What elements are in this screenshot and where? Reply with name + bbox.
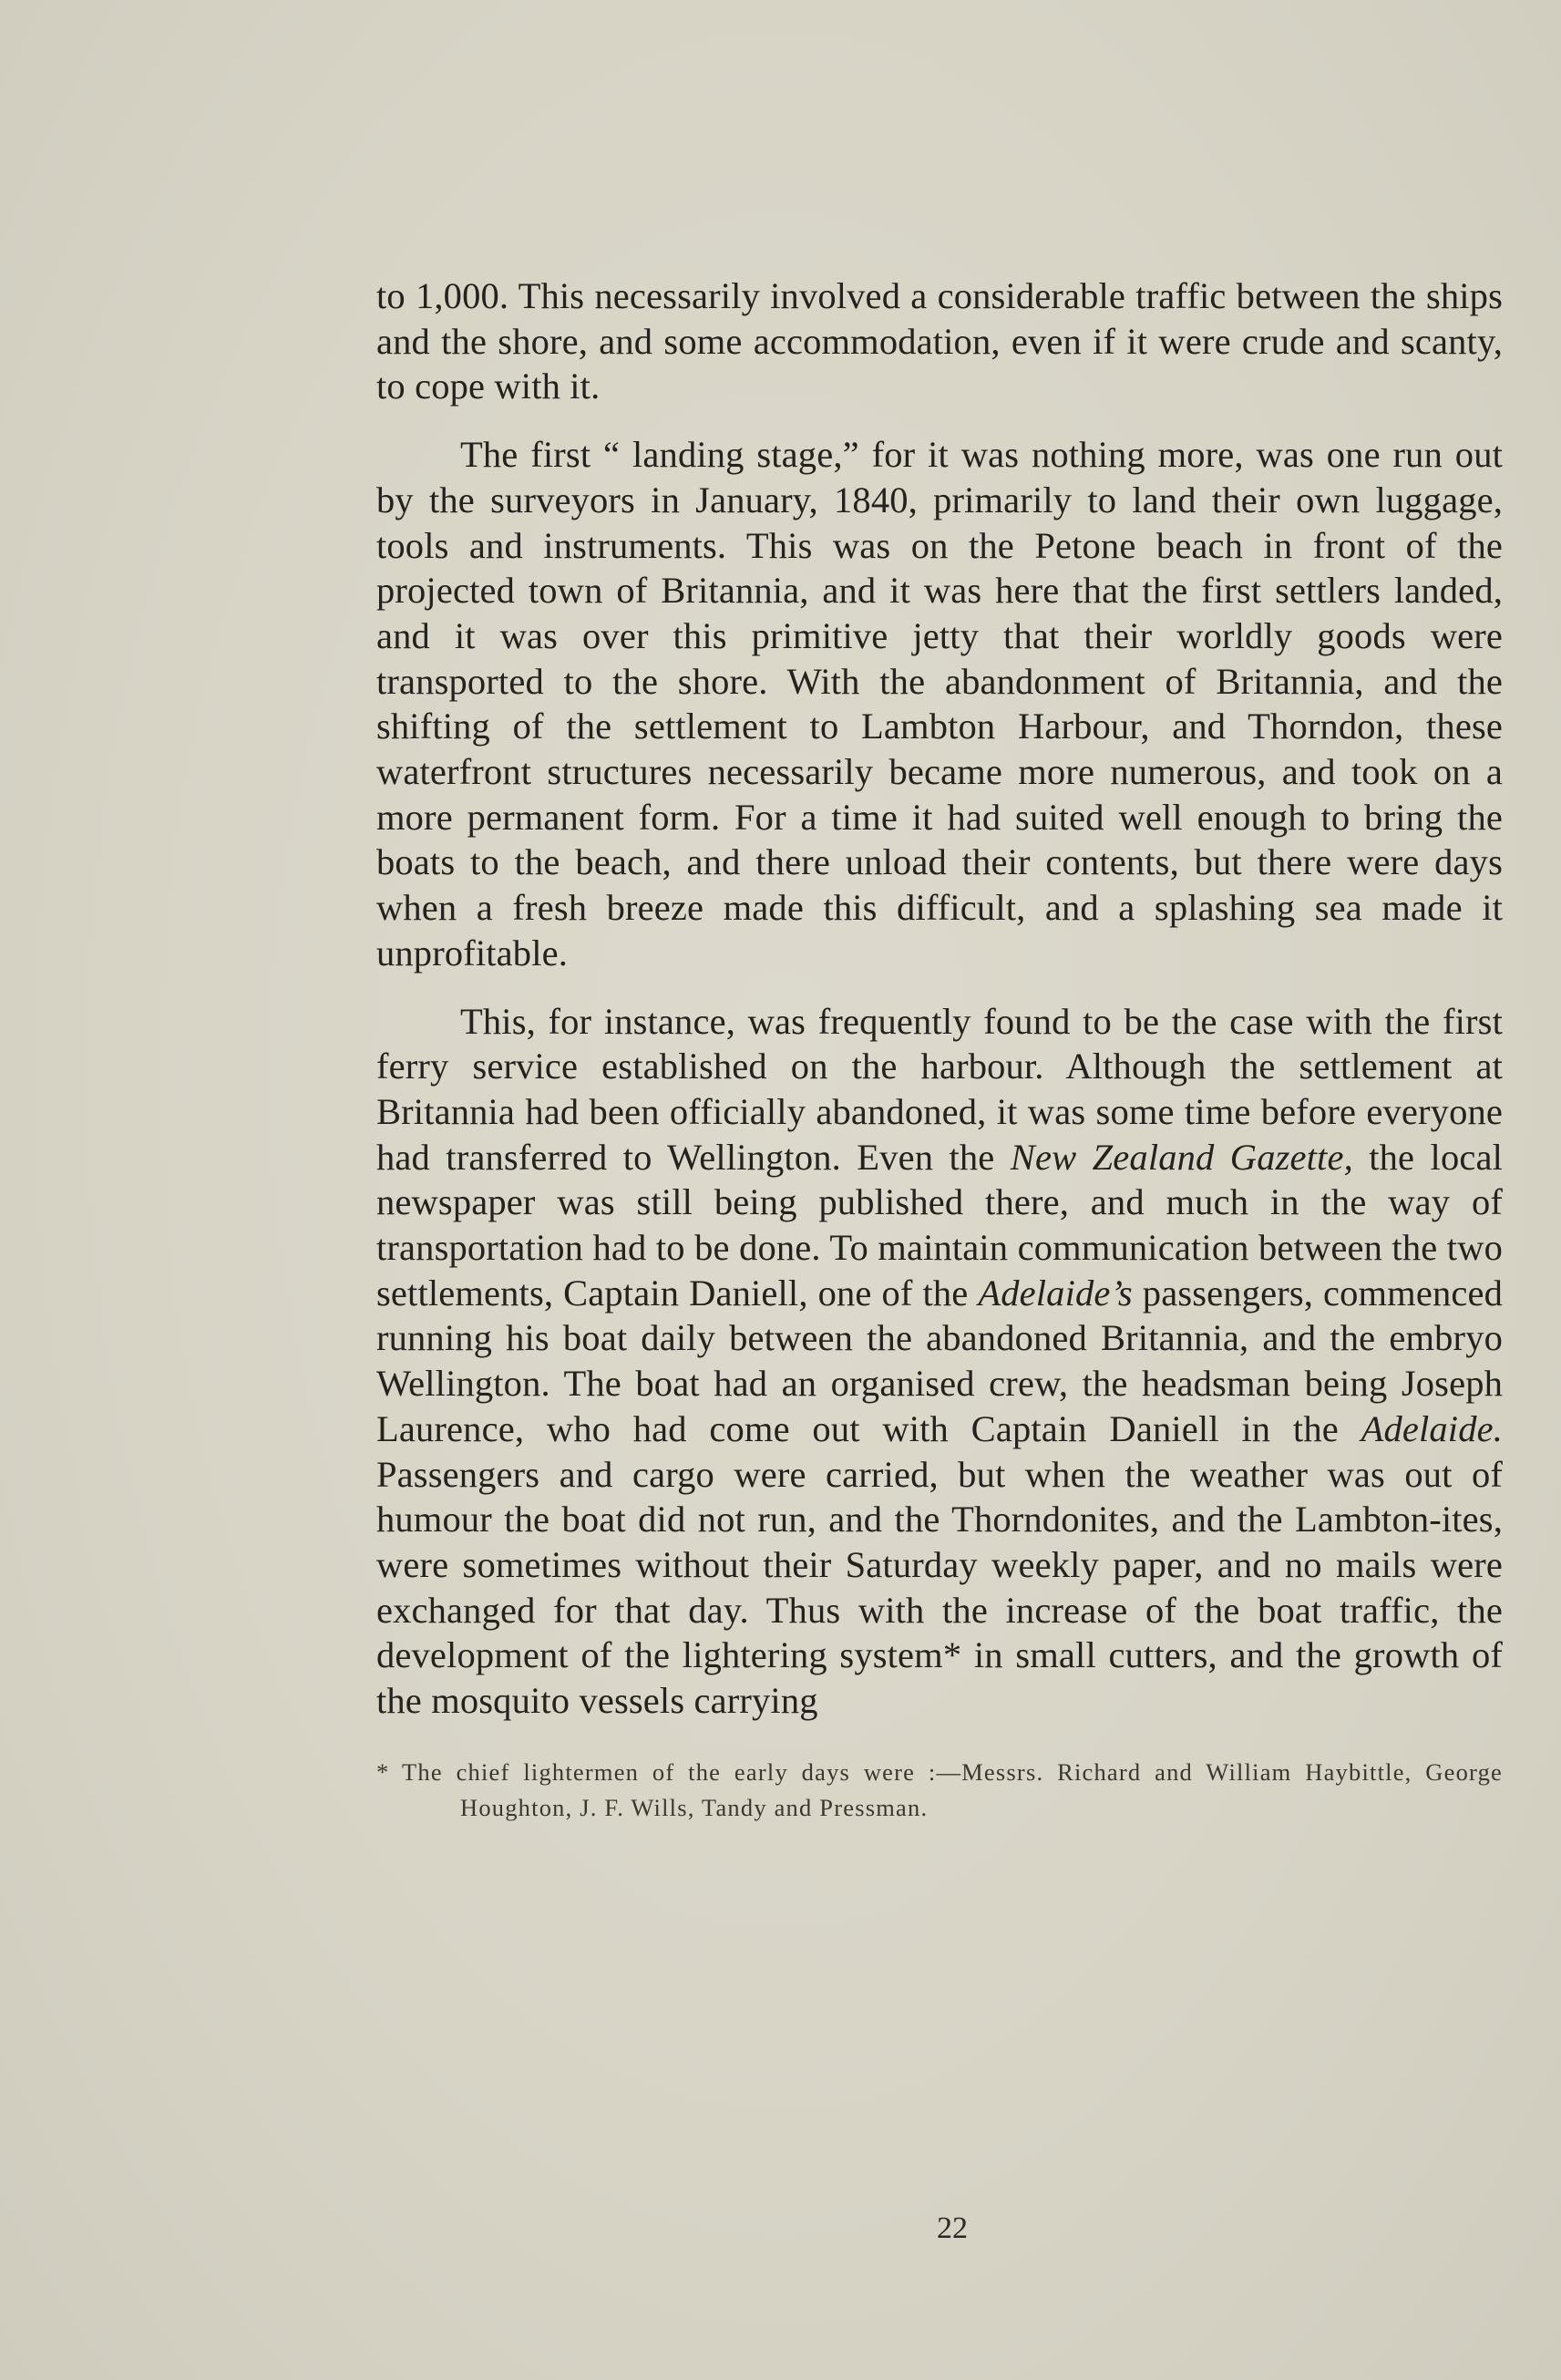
paragraph xyxy=(376,432,1503,975)
paragraph-text: passengers, commenced running his boat daily between the abandoned Britannia, and the embryo Wellington. The boat had an organised crew, the headsman being Joseph Laurence, who had come out with Captain Daniell in the xyxy=(376,1272,1503,1449)
paragraph-text: This, for instance, was frequently found to be the case with the first ferry service established on the harbour. Although the settlement at Britannia had been officially abandoned, it was some time before everyone had transferred to Wellington. Even the xyxy=(376,1000,1503,1178)
paragraph-text: the local newspaper was still being published there, and much in the way of transportation had to be done. To maintain communication between the two settlements, Captain Daniell, one of the xyxy=(376,1136,1503,1314)
footnote-text: The chief lightermen of the early days were :—Messrs. Richard and William Haybittle, George Houghton, J. F. Wills, Tandy and Pressman. xyxy=(402,1757,1503,1821)
paragraph-text: to 1,000. This necessarily involved a considerable traffic between the ships and the shore, and some accommodation, even if it were crude and scanty, to cope with it. xyxy=(376,275,1503,407)
footnote xyxy=(376,1755,1503,1826)
italic-title: Adelaide’s xyxy=(978,1272,1133,1314)
italic-title: Adelaide. xyxy=(1361,1407,1503,1449)
footnote-mark: * xyxy=(376,1757,390,1786)
paragraph-text: The first “ landing stage,” for it was nothing more, was one run out by the surveyors in January, 1840, primarily to land their own luggage, tools and instruments. This was on the Petone beach in front of the projected town of Britannia, and it was here that the first settlers landed, and it was over this primitive jetty that their worldly goods were transported to the shore. With the abandonment of Britannia, and the shifting of the settlement to Lambton Harbour, and Thorndon, these waterfront structures necessarily became more numerous, and took on a more permanent form. For a time it had suited well enough to bring the boats to the beach, and there unload their contents, but there were days when a fresh breeze made this difficult, and a splashing sea made it unprofitable. xyxy=(376,434,1503,974)
paragraph-text: Passengers and cargo were carried, but when the weather was out of humour the boat did not run, and the Thorndonites, and the Lambton-ites, were sometimes without their Saturday weekly paper, and no mails were exchanged for that day. Thus with the increase of the boat traffic, the development of the lightering system* in small cutters, and the growth of the mosquito vessels carrying xyxy=(376,1453,1503,1722)
page-number: 22 xyxy=(937,2211,968,2245)
page-body xyxy=(376,273,1503,1826)
paragraph xyxy=(376,999,1503,1724)
paragraph xyxy=(376,273,1503,409)
body-text xyxy=(376,273,1503,1724)
italic-title: New Zealand Gazette, xyxy=(1010,1136,1353,1178)
